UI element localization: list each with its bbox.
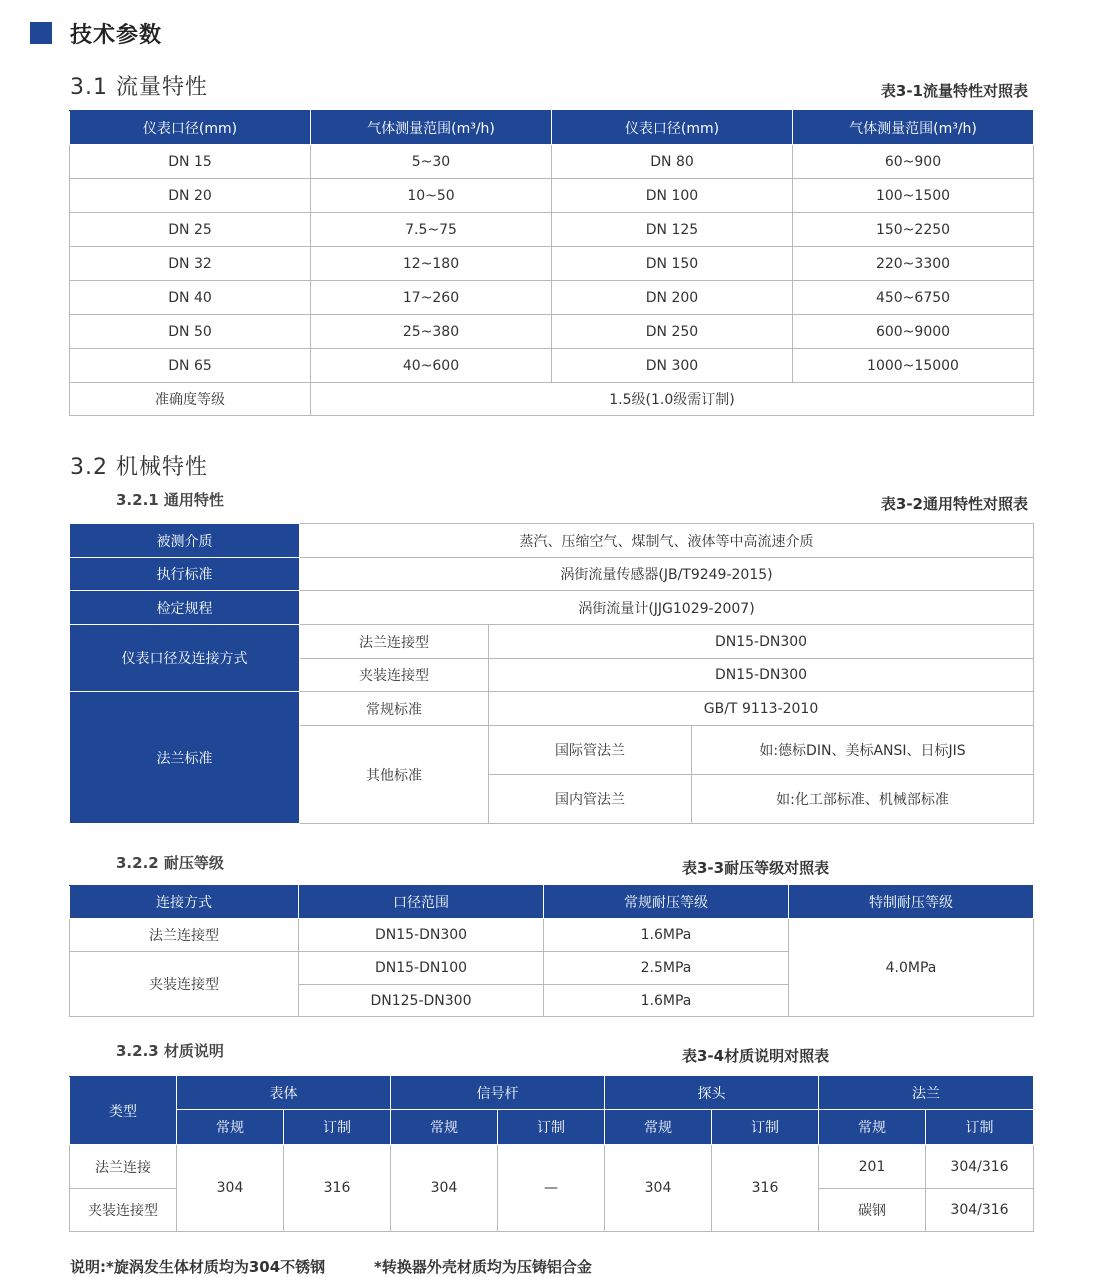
flow-cell: 150~2250	[793, 213, 1034, 247]
accuracy-label: 准确度等级	[70, 383, 311, 416]
flange-pressure: 1.6MPa	[544, 919, 789, 952]
flow-cell: 450~6750	[793, 281, 1034, 315]
type-header: 类型	[70, 1077, 177, 1145]
sub-header-custom: 订制	[926, 1110, 1034, 1145]
flow-cell: 40~600	[311, 349, 552, 383]
s323-title: 3.2.3 材质说明	[116, 1042, 224, 1060]
table-row	[70, 179, 1034, 213]
domestic-label: 国内管法兰	[489, 775, 692, 824]
flange-r2-regular: 碳钢	[819, 1189, 926, 1232]
s323-caption: 表3-4材质说明对照表	[682, 1047, 830, 1065]
conn-clamp-value: DN15-DN300	[489, 659, 1034, 692]
clamp-type: 夹装连接型	[70, 952, 299, 1017]
table-row	[70, 315, 1034, 349]
group-header-body: 表体	[177, 1077, 391, 1110]
clamp-range-2: DN125-DN300	[299, 985, 544, 1017]
sub-header-custom: 订制	[284, 1110, 391, 1145]
flow-cell: 12~180	[311, 247, 552, 281]
sub-header-custom: 订制	[712, 1110, 819, 1145]
flow-cell: DN 15	[70, 145, 311, 179]
group-header-rod: 信号杆	[391, 1077, 605, 1110]
clamp-range-1: DN15-DN100	[299, 952, 544, 985]
sub-header-regular: 常规	[391, 1110, 498, 1145]
rod-regular: 304	[391, 1145, 498, 1232]
flow-cell: DN 40	[70, 281, 311, 315]
section-marker-icon	[30, 22, 52, 44]
conn-clamp-label: 夹装连接型	[300, 659, 489, 692]
domestic-value: 如:化工部标准、机械部标准	[692, 775, 1034, 824]
flow-cell: 17~260	[311, 281, 552, 315]
s322-title: 3.2.2 耐压等级	[116, 854, 224, 872]
special-pressure: 4.0MPa	[789, 919, 1034, 1017]
rod-custom: —	[498, 1145, 605, 1232]
group-header-probe: 探头	[605, 1077, 819, 1110]
flow-cell: DN 250	[552, 315, 793, 349]
flow-cell: DN 300	[552, 349, 793, 383]
body-regular: 304	[177, 1145, 284, 1232]
s322-caption: 表3-3耐压等级对照表	[682, 859, 830, 877]
flow-header: 仪表口径(mm)	[70, 111, 311, 145]
s321-title: 3.2.1 通用特性	[116, 491, 224, 509]
flange-r1-custom: 304/316	[926, 1145, 1034, 1189]
table-row	[70, 247, 1034, 281]
flange-type: 法兰连接型	[70, 919, 299, 952]
clamp-pressure-1: 2.5MPa	[544, 952, 789, 985]
flow-cell: DN 20	[70, 179, 311, 213]
flow-cell: 25~380	[311, 315, 552, 349]
table-row	[70, 213, 1034, 247]
regular-value: GB/T 9113-2010	[489, 692, 1034, 726]
flange-r2-custom: 304/316	[926, 1189, 1034, 1232]
pressure-header: 特制耐压等级	[789, 886, 1034, 919]
group-header-flange: 法兰	[819, 1077, 1034, 1110]
flow-cell: DN 32	[70, 247, 311, 281]
section-title: 技术参数	[70, 23, 163, 48]
verify-label: 检定规程	[70, 591, 300, 625]
flow-cell: DN 25	[70, 213, 311, 247]
flow-cell: DN 80	[552, 145, 793, 179]
conn-flange-value: DN15-DN300	[489, 625, 1034, 659]
flow-header: 气体测量范围(m³/h)	[311, 111, 552, 145]
s321-caption: 表3-2通用特性对照表	[880, 495, 1028, 513]
s31-caption: 表3-1流量特性对照表	[880, 82, 1028, 100]
footnote-1: 说明:*旋涡发生体材质均为304不锈钢	[70, 1258, 326, 1276]
footnote-2: *转换器外壳材质均为压铸铝合金	[374, 1258, 592, 1276]
s31-title: 3.1 流量特性	[70, 75, 208, 100]
flange-r1-regular: 201	[819, 1145, 926, 1189]
s32-title: 3.2 机械特性	[70, 455, 208, 480]
flange-label: 法兰标准	[70, 692, 300, 824]
pressure-header: 口径范围	[299, 886, 544, 919]
table-row	[70, 383, 1034, 416]
flow-cell: DN 100	[552, 179, 793, 213]
flow-header: 仪表口径(mm)	[552, 111, 793, 145]
flange-range: DN15-DN300	[299, 919, 544, 952]
flow-cell: 7.5~75	[311, 213, 552, 247]
conn-label: 仪表口径及连接方式	[70, 625, 300, 692]
probe-regular: 304	[605, 1145, 712, 1232]
flow-cell: DN 125	[552, 213, 793, 247]
standard-value: 涡街流量传感器(JB/T9249-2015)	[300, 558, 1034, 591]
flow-cell: 5~30	[311, 145, 552, 179]
standard-label: 执行标准	[70, 558, 300, 591]
general-table	[69, 523, 1034, 824]
flow-cell: 220~3300	[793, 247, 1034, 281]
table-row	[70, 349, 1034, 383]
intl-value: 如:德标DIN、美标ANSI、日标JIS	[692, 726, 1034, 775]
table-row	[70, 145, 1034, 179]
conn-flange-label: 法兰连接型	[300, 625, 489, 659]
intl-label: 国际管法兰	[489, 726, 692, 775]
regular-label: 常规标准	[300, 692, 489, 726]
sub-header-regular: 常规	[819, 1110, 926, 1145]
pressure-table	[69, 885, 1034, 1017]
flow-cell: 100~1500	[793, 179, 1034, 213]
sub-header-custom: 订制	[498, 1110, 605, 1145]
pressure-header: 连接方式	[70, 886, 299, 919]
medium-value: 蒸汽、压缩空气、煤制气、液体等中高流速介质	[300, 524, 1034, 558]
clamp-pressure-2: 1.6MPa	[544, 985, 789, 1017]
verify-value: 涡街流量计(JJG1029-2007)	[300, 591, 1034, 625]
medium-label: 被测介质	[70, 524, 300, 558]
flow-cell: DN 150	[552, 247, 793, 281]
probe-custom: 316	[712, 1145, 819, 1232]
flow-cell: 1000~15000	[793, 349, 1034, 383]
flow-table	[69, 110, 1034, 416]
body-custom: 316	[284, 1145, 391, 1232]
pressure-header: 常规耐压等级	[544, 886, 789, 919]
flow-cell: 10~50	[311, 179, 552, 213]
sub-header-regular: 常规	[177, 1110, 284, 1145]
material-table	[69, 1076, 1034, 1232]
accuracy-value: 1.5级(1.0级需订制)	[311, 383, 1034, 416]
flow-cell: DN 200	[552, 281, 793, 315]
sub-header-regular: 常规	[605, 1110, 712, 1145]
flow-cell: 60~900	[793, 145, 1034, 179]
flow-cell: 600~9000	[793, 315, 1034, 349]
flow-header: 气体测量范围(m³/h)	[793, 111, 1034, 145]
other-label: 其他标准	[300, 726, 489, 824]
table-row	[70, 281, 1034, 315]
row-label-flange: 法兰连接	[70, 1145, 177, 1189]
flow-cell: DN 65	[70, 349, 311, 383]
row-label-clamp: 夹装连接型	[70, 1189, 177, 1232]
flow-cell: DN 50	[70, 315, 311, 349]
